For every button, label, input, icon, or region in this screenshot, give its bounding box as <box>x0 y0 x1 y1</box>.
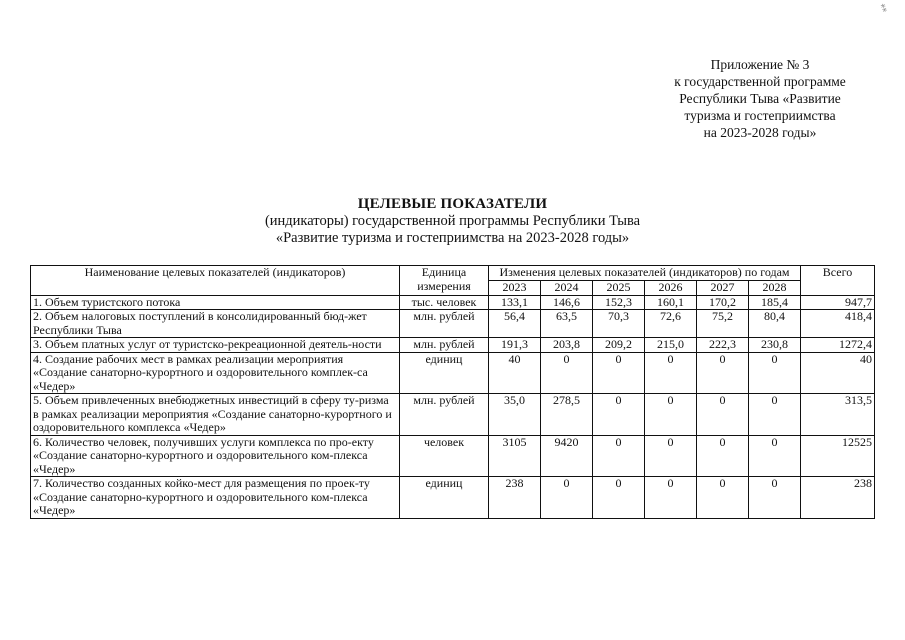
indicator-value: 191,3 <box>489 338 541 353</box>
indicator-value: 0 <box>593 352 645 394</box>
header-year: 2026 <box>645 280 697 295</box>
indicator-value: 0 <box>697 435 749 477</box>
title-subtitle: «Развитие туризма и гостеприимства на 2023-2028 годы» <box>275 230 630 246</box>
document-title <box>0 196 905 247</box>
table-row <box>31 295 875 310</box>
indicator-name: 5. Объем привлеченных внебюджетных инвестиций в сферу ту-ризма в рамках реализации мероприятия «Создание санаторно-курортного и оздоровительного комплекса «Чедер» <box>31 394 400 436</box>
indicator-total: 947,7 <box>801 295 875 310</box>
indicator-name: 6. Количество человек, получивших услуги комплекса по про-екту «Создание санаторно-курортного и оздоровительного ком-плекса «Чедер» <box>31 435 400 477</box>
indicator-total: 1272,4 <box>801 338 875 353</box>
indicator-value: 0 <box>749 352 801 394</box>
indicator-value: 80,4 <box>749 310 801 338</box>
scan-corner-mark: ⁑ <box>880 3 888 15</box>
indicator-value: 160,1 <box>645 295 697 310</box>
header-years-group: Изменения целевых показателей (индикаторов) по годам <box>489 266 801 281</box>
appendix-line: к государственной программе <box>674 74 846 89</box>
indicators-table <box>30 265 875 519</box>
indicator-name: 7. Количество созданных койко-мест для размещения по проек-ту «Создание санаторно-курортного и оздоровительного ком-плекса «Чедер» <box>31 477 400 519</box>
indicator-value: 0 <box>593 477 645 519</box>
table-row <box>31 477 875 519</box>
indicator-value: 63,5 <box>541 310 593 338</box>
indicator-value: 0 <box>541 352 593 394</box>
indicator-value: 35,0 <box>489 394 541 436</box>
indicator-value: 152,3 <box>593 295 645 310</box>
indicator-unit: млн. рублей <box>400 338 489 353</box>
indicator-total: 12525 <box>801 435 875 477</box>
indicator-value: 0 <box>593 435 645 477</box>
indicator-value: 170,2 <box>697 295 749 310</box>
indicator-name: 1. Объем туристского потока <box>31 295 400 310</box>
indicator-value: 70,3 <box>593 310 645 338</box>
indicator-value: 3105 <box>489 435 541 477</box>
indicator-value: 0 <box>645 435 697 477</box>
appendix-line: Приложение № 3 <box>710 57 810 72</box>
indicator-value: 185,4 <box>749 295 801 310</box>
indicator-total: 238 <box>801 477 875 519</box>
indicator-unit: тыс. человек <box>400 295 489 310</box>
header-year: 2028 <box>749 280 801 295</box>
indicator-value: 0 <box>645 352 697 394</box>
table-row <box>31 338 875 353</box>
indicator-value: 40 <box>489 352 541 394</box>
indicator-value: 0 <box>645 477 697 519</box>
indicator-value: 75,2 <box>697 310 749 338</box>
indicator-value: 209,2 <box>593 338 645 353</box>
indicator-value: 146,6 <box>541 295 593 310</box>
indicator-value: 230,8 <box>749 338 801 353</box>
indicator-value: 215,0 <box>645 338 697 353</box>
indicator-unit: единиц <box>400 477 489 519</box>
indicator-name: 4. Создание рабочих мест в рамках реализации мероприятия «Создание санаторно-курортного и оздоровительного комплек-са «Чедер» <box>31 352 400 394</box>
title-main: ЦЕЛЕВЫЕ ПОКАЗАТЕЛИ <box>357 196 548 212</box>
indicator-value: 0 <box>645 394 697 436</box>
indicator-value: 0 <box>749 477 801 519</box>
table-row <box>31 310 875 338</box>
indicator-value: 222,3 <box>697 338 749 353</box>
indicator-value: 72,6 <box>645 310 697 338</box>
appendix-line: на 2023-2028 годы» <box>703 125 817 140</box>
indicator-total: 418,4 <box>801 310 875 338</box>
header-year: 2027 <box>697 280 749 295</box>
indicator-value: 0 <box>697 352 749 394</box>
indicator-value: 56,4 <box>489 310 541 338</box>
indicator-value: 0 <box>749 394 801 436</box>
title-subtitle: (индикаторы) государственной программы Республики Тыва <box>264 213 641 229</box>
appendix-note <box>600 56 905 141</box>
indicator-value: 278,5 <box>541 394 593 436</box>
indicator-name: 3. Объем платных услуг от туристско-рекреационной деятель-ности <box>31 338 400 353</box>
indicator-value: 0 <box>697 477 749 519</box>
indicator-unit: единиц <box>400 352 489 394</box>
table-row <box>31 394 875 436</box>
indicator-value: 133,1 <box>489 295 541 310</box>
header-unit: Единица измерения <box>400 266 489 296</box>
indicator-value: 9420 <box>541 435 593 477</box>
indicator-value: 203,8 <box>541 338 593 353</box>
indicator-unit: млн. рублей <box>400 310 489 338</box>
table-row <box>31 435 875 477</box>
indicator-value: 238 <box>489 477 541 519</box>
indicator-value: 0 <box>697 394 749 436</box>
header-year: 2025 <box>593 280 645 295</box>
indicator-value: 0 <box>749 435 801 477</box>
indicator-total: 313,5 <box>801 394 875 436</box>
header-year: 2023 <box>489 280 541 295</box>
header-year: 2024 <box>541 280 593 295</box>
header-name: Наименование целевых показателей (индикаторов) <box>31 266 400 296</box>
indicator-total: 40 <box>801 352 875 394</box>
appendix-line: Республики Тыва «Развитие <box>679 91 841 106</box>
appendix-line: туризма и гостеприимства <box>684 108 836 123</box>
table-row <box>31 352 875 394</box>
indicator-name: 2. Объем налоговых поступлений в консолидированный бюд-жет Республики Тыва <box>31 310 400 338</box>
indicator-unit: млн. рублей <box>400 394 489 436</box>
indicator-value: 0 <box>541 477 593 519</box>
indicator-unit: человек <box>400 435 489 477</box>
indicator-value: 0 <box>593 394 645 436</box>
header-total: Всего <box>801 266 875 296</box>
